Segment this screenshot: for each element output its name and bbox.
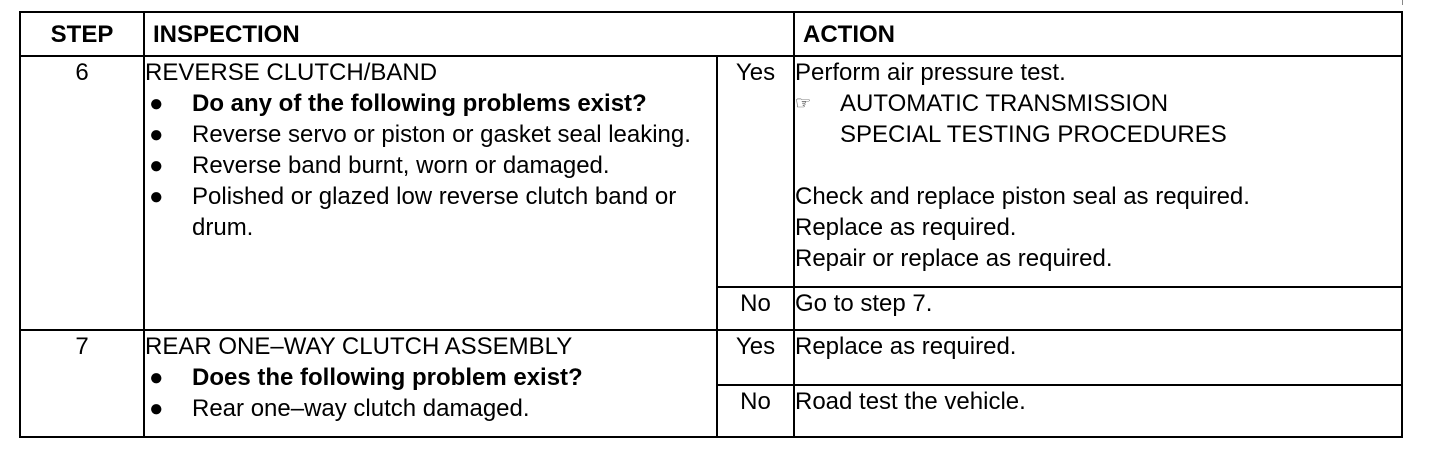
table-row (20, 56, 1402, 287)
inspection-bullet-list (145, 88, 716, 243)
bullet-icon: ● (149, 121, 164, 148)
no-action-text: Go to step 7. (794, 287, 1402, 330)
list-item (145, 362, 716, 393)
table-header-row (20, 12, 1402, 56)
spacer (795, 150, 1401, 181)
bullet-icon: ● (149, 395, 164, 422)
inspection-question: Do any of the following problems exist? (192, 90, 647, 117)
bullet-icon: ● (149, 90, 164, 117)
scan-mark (1402, 0, 1403, 5)
inspection-title: REAR ONE–WAY CLUTCH ASSEMBLY (145, 333, 573, 360)
action-text: Check and replace piston seal as required. (795, 183, 1250, 210)
header-action: ACTION (794, 12, 1402, 56)
inspection-question: Does the following problem exist? (192, 364, 583, 391)
diagnosis-table (19, 11, 1403, 438)
yes-label: Yes (717, 330, 794, 385)
inspection-bullet-list (145, 362, 716, 424)
action-text: Replace as required. (795, 214, 1017, 241)
bullet-icon: ● (149, 364, 164, 391)
yes-label: Yes (717, 56, 794, 287)
reference-text: SPECIAL TESTING PROCEDURES (840, 121, 1227, 148)
inspection-title: REVERSE CLUTCH/BAND (145, 59, 438, 86)
inspection-cell (144, 56, 717, 330)
no-action-text: Road test the vehicle. (794, 385, 1402, 437)
yes-action-cell (794, 56, 1402, 287)
list-item (145, 150, 716, 181)
inspection-item: Reverse band burnt, worn or damaged. (192, 152, 610, 179)
hand-pointer-icon: ☞ (795, 93, 812, 113)
action-text: Perform air pressure test. (795, 59, 1066, 86)
bullet-icon: ● (149, 152, 164, 179)
header-inspection: INSPECTION (144, 12, 794, 56)
reference-block (795, 88, 1401, 119)
yes-action-text: Replace as required. (794, 330, 1402, 385)
action-text: Repair or replace as required. (795, 245, 1113, 272)
inspection-item: Rear one–way clutch damaged. (192, 395, 530, 422)
header-step: STEP (20, 12, 144, 56)
no-label: No (717, 385, 794, 437)
step-number: 6 (20, 56, 144, 330)
inspection-cell (144, 330, 717, 437)
bullet-icon: ● (149, 183, 164, 210)
no-label: No (717, 287, 794, 330)
list-item (145, 181, 716, 243)
inspection-item: Polished or glazed low reverse clutch band or drum. (192, 183, 677, 241)
inspection-item: Reverse servo or piston or gasket seal leaking. (192, 121, 691, 148)
step-number: 7 (20, 330, 144, 437)
list-item (145, 393, 716, 424)
reference-text: AUTOMATIC TRANSMISSION (840, 90, 1169, 117)
list-item (145, 119, 716, 150)
list-item (145, 88, 716, 119)
table-row (20, 330, 1402, 385)
